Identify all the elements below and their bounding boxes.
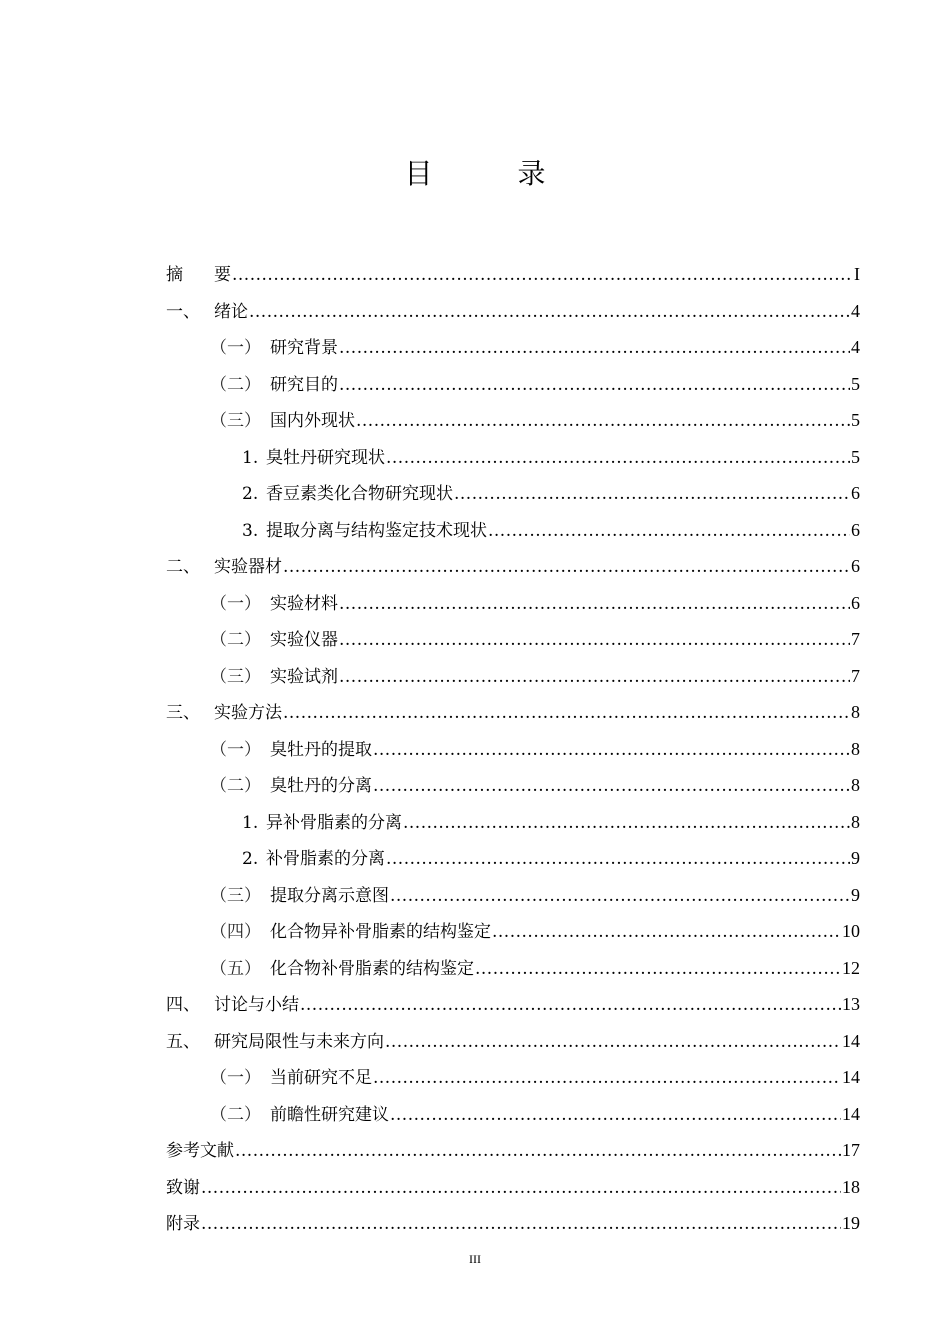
toc-entry-subsection[interactable] bbox=[166, 840, 860, 877]
dot-leader bbox=[232, 257, 853, 294]
dot-leader bbox=[386, 841, 850, 878]
toc-entry-label: 实验仪器 bbox=[270, 630, 338, 650]
toc-entry-number: 四、 bbox=[166, 995, 200, 1015]
dot-leader bbox=[249, 294, 850, 331]
dot-leader bbox=[385, 1024, 841, 1061]
toc-entry-section[interactable] bbox=[166, 402, 860, 439]
toc-entry-label: 附录 bbox=[166, 1214, 200, 1234]
toc-entry-label: 提取分离与结构鉴定技术现状 bbox=[266, 520, 487, 541]
toc-entry-page: 8 bbox=[851, 811, 860, 832]
toc-entry-label: 研究局限性与未来方向 bbox=[214, 1031, 384, 1052]
toc-entry-number: 3. bbox=[242, 520, 259, 541]
toc-entry-page: 9 bbox=[851, 884, 860, 905]
dot-leader bbox=[373, 732, 850, 769]
table-of-contents bbox=[166, 256, 860, 1242]
toc-entry-label: 提取分离示意图 bbox=[270, 885, 389, 906]
toc-entry-section[interactable] bbox=[166, 329, 860, 366]
toc-entry-page: 7 bbox=[851, 629, 860, 649]
toc-entry-number: 1. bbox=[242, 812, 259, 833]
toc-entry-number: 1. bbox=[242, 447, 259, 468]
toc-entry-page: 6 bbox=[851, 592, 860, 613]
toc-entry-chapter-5[interactable] bbox=[166, 1023, 860, 1060]
toc-entry-section[interactable] bbox=[166, 877, 860, 914]
toc-entry-page: 7 bbox=[851, 665, 860, 686]
dot-leader bbox=[339, 586, 850, 623]
toc-entry-page: I bbox=[854, 264, 860, 284]
dot-leader bbox=[235, 1133, 841, 1170]
toc-entry-page: 6 bbox=[851, 556, 860, 576]
dot-leader bbox=[339, 330, 850, 367]
toc-entry-page: 14 bbox=[842, 1030, 860, 1051]
toc-entry-page: 5 bbox=[851, 410, 860, 430]
toc-entry-chapter-4[interactable] bbox=[166, 986, 860, 1023]
toc-entry-page: 8 bbox=[851, 702, 860, 722]
toc-entry-subsection[interactable] bbox=[166, 439, 860, 476]
toc-entry-page: 8 bbox=[851, 738, 860, 759]
toc-entry-number: （二） bbox=[210, 630, 261, 650]
dot-leader bbox=[283, 695, 850, 732]
toc-entry-section[interactable] bbox=[166, 658, 860, 695]
toc-entry-page: 13 bbox=[842, 994, 860, 1014]
toc-entry-subsection[interactable] bbox=[166, 475, 860, 512]
toc-entry-number: 五、 bbox=[166, 1031, 200, 1052]
toc-entry-section[interactable] bbox=[166, 621, 860, 658]
toc-entry-page: 4 bbox=[851, 300, 860, 321]
toc-entry-label: 参考文献 bbox=[166, 1141, 234, 1161]
toc-entry-page: 5 bbox=[851, 446, 860, 467]
toc-entry-label: 要 bbox=[214, 265, 231, 285]
toc-entry-references[interactable] bbox=[166, 1132, 860, 1169]
dot-leader bbox=[488, 513, 850, 550]
toc-entry-page: 6 bbox=[851, 519, 860, 540]
toc-entry-label: 臭牡丹的分离 bbox=[270, 776, 372, 796]
toc-entry-page: 12 bbox=[842, 957, 860, 978]
toc-entry-label: 绪论 bbox=[214, 301, 248, 322]
toc-entry-label: 研究目的 bbox=[270, 374, 338, 395]
toc-entry-page: 4 bbox=[851, 337, 860, 357]
dot-leader bbox=[373, 768, 850, 805]
page-title: 目 录 bbox=[404, 157, 584, 190]
dot-leader bbox=[454, 476, 850, 513]
toc-entry-chapter-2[interactable] bbox=[166, 548, 860, 585]
dot-leader bbox=[403, 805, 850, 842]
dot-leader bbox=[390, 1097, 841, 1134]
toc-entry-label: 实验试剂 bbox=[270, 666, 338, 687]
toc-entry-number: （三） bbox=[210, 885, 261, 906]
toc-entry-page: 14 bbox=[842, 1067, 860, 1087]
page-number: III bbox=[469, 1252, 481, 1266]
toc-entry-page: 9 bbox=[851, 848, 860, 868]
dot-leader bbox=[356, 403, 850, 440]
toc-entry-label: 国内外现状 bbox=[270, 411, 355, 431]
toc-entry-label: 化合物补骨脂素的结构鉴定 bbox=[270, 958, 474, 979]
toc-entry-label: 前瞻性研究建议 bbox=[270, 1104, 389, 1125]
toc-entry-chapter-1[interactable] bbox=[166, 293, 860, 330]
toc-entry-label: 实验方法 bbox=[214, 703, 282, 723]
toc-entry-number: （二） bbox=[210, 1104, 261, 1125]
toc-entry-number: 2. bbox=[242, 484, 259, 504]
dot-leader bbox=[390, 878, 850, 915]
toc-entry-label: 讨论与小结 bbox=[214, 995, 299, 1015]
dot-leader bbox=[283, 549, 850, 586]
toc-entry-section[interactable] bbox=[166, 366, 860, 403]
toc-entry-number: （二） bbox=[210, 374, 261, 395]
toc-entry-number: 一、 bbox=[166, 301, 200, 322]
toc-entry-number: （三） bbox=[210, 411, 261, 431]
dot-leader bbox=[492, 914, 841, 951]
toc-entry-label: 臭牡丹研究现状 bbox=[266, 447, 385, 468]
toc-entry-acknowledgements[interactable] bbox=[166, 1169, 860, 1206]
toc-entry-number: （三） bbox=[210, 666, 261, 687]
dot-leader bbox=[300, 987, 841, 1024]
toc-entry-label: 香豆素类化合物研究现状 bbox=[266, 484, 453, 504]
toc-entry-label: 补骨脂素的分离 bbox=[266, 849, 385, 869]
dot-leader bbox=[201, 1170, 841, 1207]
toc-entry-page: 19 bbox=[842, 1213, 860, 1233]
toc-entry-number: 二、 bbox=[166, 557, 200, 577]
dot-leader bbox=[475, 951, 841, 988]
dot-leader bbox=[386, 440, 850, 477]
toc-entry-section[interactable] bbox=[166, 767, 860, 804]
toc-entry-label: 当前研究不足 bbox=[270, 1068, 372, 1088]
dot-leader bbox=[339, 659, 850, 696]
toc-entry-section[interactable] bbox=[166, 1096, 860, 1133]
toc-entry-number: 2. bbox=[242, 849, 259, 869]
dot-leader bbox=[339, 622, 850, 659]
toc-entry-section[interactable] bbox=[166, 1059, 860, 1096]
toc-entry-number: （一） bbox=[210, 739, 261, 760]
toc-entry-appendix[interactable] bbox=[166, 1205, 860, 1242]
toc-entry-chapter-3[interactable] bbox=[166, 694, 860, 731]
toc-entry-page: 17 bbox=[842, 1140, 860, 1160]
toc-entry-label: 实验材料 bbox=[270, 593, 338, 614]
toc-entry-abstract[interactable] bbox=[166, 256, 860, 293]
toc-entry-label: 异补骨脂素的分离 bbox=[266, 812, 402, 833]
toc-entry-section[interactable] bbox=[166, 950, 860, 987]
toc-entry-page: 8 bbox=[851, 775, 860, 795]
toc-entry-label: 研究背景 bbox=[270, 338, 338, 358]
dot-leader bbox=[201, 1206, 841, 1243]
toc-entry-label: 臭牡丹的提取 bbox=[270, 739, 372, 760]
toc-entry-label: 化合物异补骨脂素的结构鉴定 bbox=[270, 922, 491, 942]
toc-entry-number: （一） bbox=[210, 1068, 261, 1088]
toc-entry-subsection[interactable] bbox=[166, 804, 860, 841]
toc-entry-section[interactable] bbox=[166, 731, 860, 768]
toc-entry-number: 三、 bbox=[166, 703, 200, 723]
toc-entry-number: （一） bbox=[210, 338, 261, 358]
dot-leader bbox=[339, 367, 850, 404]
toc-entry-section[interactable] bbox=[166, 585, 860, 622]
toc-entry-page: 18 bbox=[842, 1176, 860, 1197]
toc-entry-number: （二） bbox=[210, 776, 261, 796]
toc-entry-page: 6 bbox=[851, 483, 860, 503]
toc-entry-page: 14 bbox=[842, 1103, 860, 1124]
toc-entry-subsection[interactable] bbox=[166, 512, 860, 549]
toc-entry-number: （一） bbox=[210, 593, 261, 614]
toc-entry-page: 5 bbox=[851, 373, 860, 394]
toc-entry-page: 10 bbox=[842, 921, 860, 941]
toc-entry-number: （四） bbox=[210, 922, 261, 942]
toc-entry-label: 实验器材 bbox=[214, 557, 282, 577]
toc-entry-number: 摘 bbox=[166, 265, 183, 285]
toc-entry-section[interactable] bbox=[166, 913, 860, 950]
dot-leader bbox=[373, 1060, 841, 1097]
toc-entry-number: （五） bbox=[210, 958, 261, 979]
toc-entry-label: 致谢 bbox=[166, 1177, 200, 1198]
